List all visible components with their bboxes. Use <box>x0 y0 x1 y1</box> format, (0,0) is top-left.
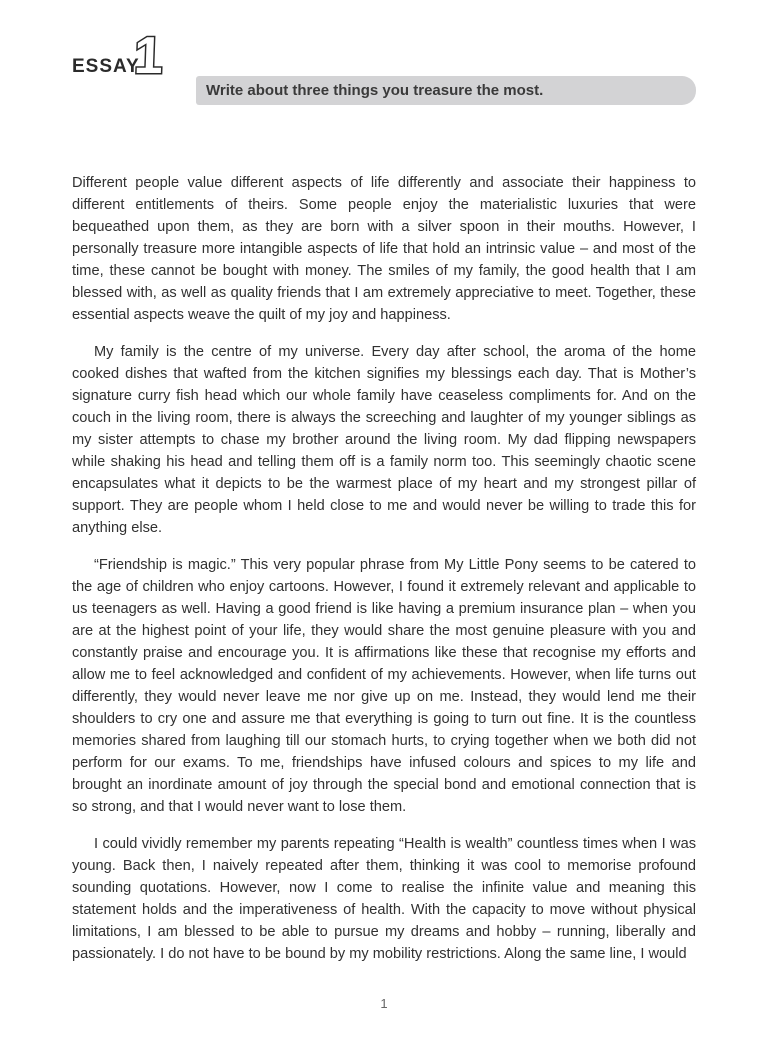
page-footer <box>0 995 768 1013</box>
essay-paragraph-4: I could vividly remember my parents repeating “Health is wealth” countless times when I was young. Back then, I naively repeated after them, thinking it was cool to memorise profound sounding quotations. However, now I come to realise the infinite value and meaning this statement holds and the imperativeness of health. With the capacity to move without physical limitations, I am blessed to be able to pursue my dreams and hobby – running, liberally and passionately. I do not have to be bound by my mobility restrictions. Along the same line, I would <box>72 836 696 962</box>
essay-paragraph-2: My family is the centre of my universe. Every day after school, the aroma of the home cooked dishes that wafted from the kitchen signifies my blessings each day. That is Mother’s signature curry fish head which our whole family have ceaseless compliments for. And on the couch in the living room, there is always the screeching and laughter of my younger siblings as my sister attempts to chase my brother around the living room. My dad flipping newspapers while shaking his head and telling them off is a family norm too. This seemingly chaotic scene encapsulates what it depicts to be the warmest place of my heart and my strongest pillar of support. They are people whom I held close to me and would never be willing to trade this for anything else. <box>72 344 696 536</box>
page-number: 1 <box>380 996 388 1011</box>
essay-prompt-box <box>196 76 696 105</box>
essay-label: ESSAY <box>72 56 140 77</box>
essay-number: 1 <box>132 27 164 85</box>
essay-paragraph-3: “Friendship is magic.” This very popular phrase from My Little Pony seems to be catered to the age of children who enjoy cartoons. However, I found it extremely relevant and applicable to us teenagers as well. Having a good friend is like having a premium insurance plan – when you are at the highest point of your life, they would share the most genuine pleasure with you and constantly praise and encourage you. It is affirmations like these that recognise my efforts and allow me to feel acknowledged and confident of my achievements. However, when life turns out differently, they would never leave me nor give up on me. Instead, they would lend me their shoulders to cry one and assure me that everything is going to turn out fine. It is the countless memories shared from laughing till our stomach hurts, to crying together when we both did not perform for our exams. To me, friendships have infused colours and spices to my life and brought an inordinate amount of joy through the special bond and emotional connection that is so strong, and that I would never want to lose them. <box>72 557 696 815</box>
essay-body <box>72 172 696 980</box>
essay-paragraph-1: Different people value different aspects of life differently and associate their happiness to different entitlements of theirs. Some people enjoy the materialistic luxuries that were bequeathed upon them, as they are born with a silver spoon in their mouths. However, I personally treasure more intangible aspects of life that hold an intrinsic value – and most of the time, these cannot be bought with money. The smiles of my family, the good health that I am blessed with, as well as quality friends that I am extremely appreciative to meet. Together, these essential aspects weave the quilt of my joy and happiness. <box>72 175 696 323</box>
essay-prompt-text: Write about three things you treasure the most. <box>206 82 544 99</box>
